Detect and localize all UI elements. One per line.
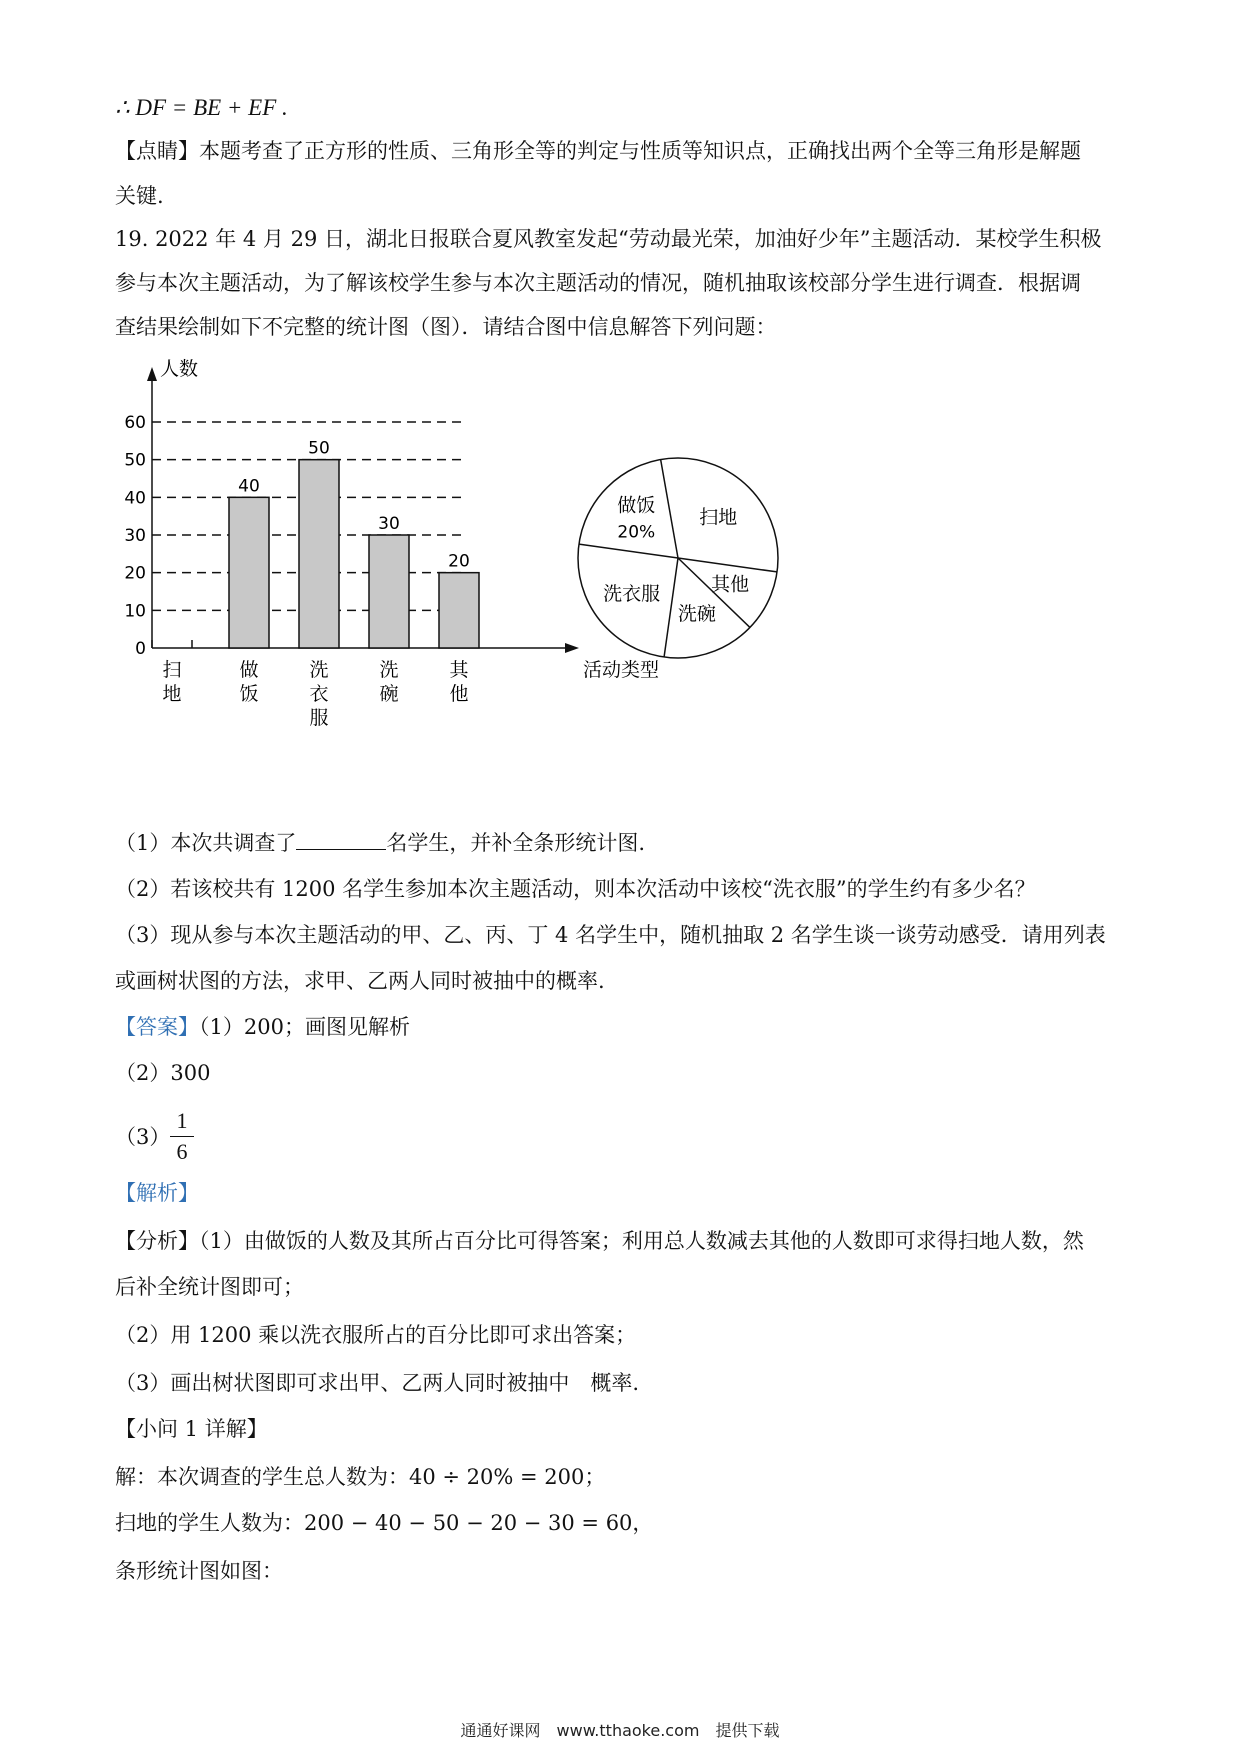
fenxi-line-2: 后补全统计图即可；: [115, 1275, 304, 1299]
x-tick-其他: 其他: [449, 659, 469, 705]
answer-line-3: （3）: [115, 1125, 171, 1149]
fraction-numerator: 1: [176, 1108, 188, 1133]
pie-label-洗碗: 洗碗: [677, 602, 716, 625]
bar-value-label-洗碗: 30: [378, 514, 400, 534]
x-axis-label: 活动类型: [583, 659, 660, 681]
bar-其他: [439, 573, 479, 648]
bar-value-label-其他: 20: [448, 551, 470, 572]
y-tick-20: 20: [124, 563, 146, 584]
question-19-line-2: 参与本次主题活动，为了解该校学生参与本次主题活动的情况，随机抽取该校部分学生进行调查．根据调: [115, 271, 1081, 295]
answer-tag: 【答案】: [115, 1015, 199, 1039]
answer-blank: [296, 829, 386, 850]
bar-value-label-洗衣服: 50: [308, 438, 330, 459]
sub-question-1-text-a: （1）本次共调查了: [115, 831, 297, 855]
x-tick-做饭: 做饭: [239, 659, 259, 705]
y-tick-40: 40: [124, 488, 146, 509]
y-tick-30: 30: [124, 526, 146, 546]
answer-1: （1）200；画图见解析: [199, 1015, 410, 1039]
answer-fraction: [170, 1108, 194, 1165]
question-19-line-1: 19. 2022 年 4 月 29 日，湖北日报联合夏风教室发起“劳动最光荣，加油好少年”主题活动．某校学生积极: [115, 227, 1102, 251]
fraction-denominator: 6: [176, 1139, 188, 1164]
y-tick-0: 0: [135, 639, 146, 659]
y-tick-50: 50: [124, 450, 146, 471]
pie-label-其他: 其他: [711, 573, 750, 596]
pie-chart: [578, 458, 778, 658]
sub-question-2: （2）若该校共有 1200 名学生参加本次主题活动，则本次活动中该校“洗衣服”的学生约有多少名？: [115, 877, 1036, 901]
fenxi-line-3: （2）用 1200 乘以洗衣服所占的百分比即可求出答案；: [115, 1323, 637, 1347]
y-axis-arrow: [147, 367, 157, 381]
x-tick-洗碗: 洗碗: [379, 659, 399, 705]
dianjing-line: 【点睛】本题考查了正方形的性质、三角形全等的判定与性质等知识点，正确找出两个全等三角形是解题: [115, 139, 1081, 163]
pie-label-洗衣服: 洗衣服: [603, 582, 661, 605]
pie-label-做饭: 做饭: [617, 494, 656, 517]
pie-percent-做饭: 20%: [617, 522, 656, 543]
x-tick-洗衣服: 洗衣服: [309, 659, 329, 729]
solution-line-1: 解：本次调查的学生总人数为：40 ÷ 20% = 200；: [115, 1465, 606, 1489]
bar-value-label-做饭: 40: [238, 476, 260, 497]
analysis-tag: 【解析】: [115, 1181, 199, 1205]
dianjing-line-2: 关键.: [115, 184, 164, 208]
proof-conclusion: ∴ DF = BE + EF .: [115, 95, 288, 120]
sub-question-3-line-1: （3）现从参与本次主题活动的甲、乙、丙、丁 4 名学生中，随机抽取 2 名学生谈一谈劳动感受．请用列表: [115, 923, 1106, 947]
x-tick-扫地: 扫地: [162, 659, 182, 705]
answer-line-2: （2）300: [115, 1061, 211, 1085]
sub-question-1-text-b: 名学生，并补全条形统计图.: [386, 831, 646, 855]
page-footer: 通通好课网 www.tthaoke.com 提供下载: [460, 1721, 780, 1740]
solution-line-2: 扫地的学生人数为：200 − 40 − 50 − 20 − 30 = 60，: [115, 1511, 654, 1535]
y-axis-label: 人数: [160, 358, 199, 380]
bar-洗衣服: [299, 460, 339, 648]
sub-question-3-line-2: 或画树状图的方法，求甲、乙两人同时被抽中的概率.: [115, 969, 605, 993]
bar-做饭: [229, 497, 269, 648]
fenxi-line-4: （3）画出树状图即可求出甲、乙两人同时被抽中 概率.: [115, 1371, 640, 1395]
answer-line-1: [115, 1012, 410, 1042]
y-tick-60: 60: [124, 413, 146, 433]
fenxi-line-1: 【分析】（1）由做饭的人数及其所占百分比可得答案；利用总人数减去其他的人数即可求得扫地人数，然: [115, 1229, 1084, 1253]
charts-figure: [110, 358, 890, 815]
sub-question-1: [115, 828, 645, 858]
detail-heading: 【小问 1 详解】: [115, 1417, 268, 1441]
pie-label-扫地: 扫地: [699, 506, 738, 529]
fraction-bar: [170, 1136, 194, 1137]
solution-line-3: 条形统计图如图：: [115, 1559, 283, 1583]
x-axis-arrow: [565, 643, 579, 653]
y-tick-10: 10: [124, 601, 146, 622]
question-19-line-3: 查结果绘制如下不完整的统计图（图）．请结合图中信息解答下列问题：: [115, 315, 777, 339]
bar-洗碗: [369, 535, 409, 648]
